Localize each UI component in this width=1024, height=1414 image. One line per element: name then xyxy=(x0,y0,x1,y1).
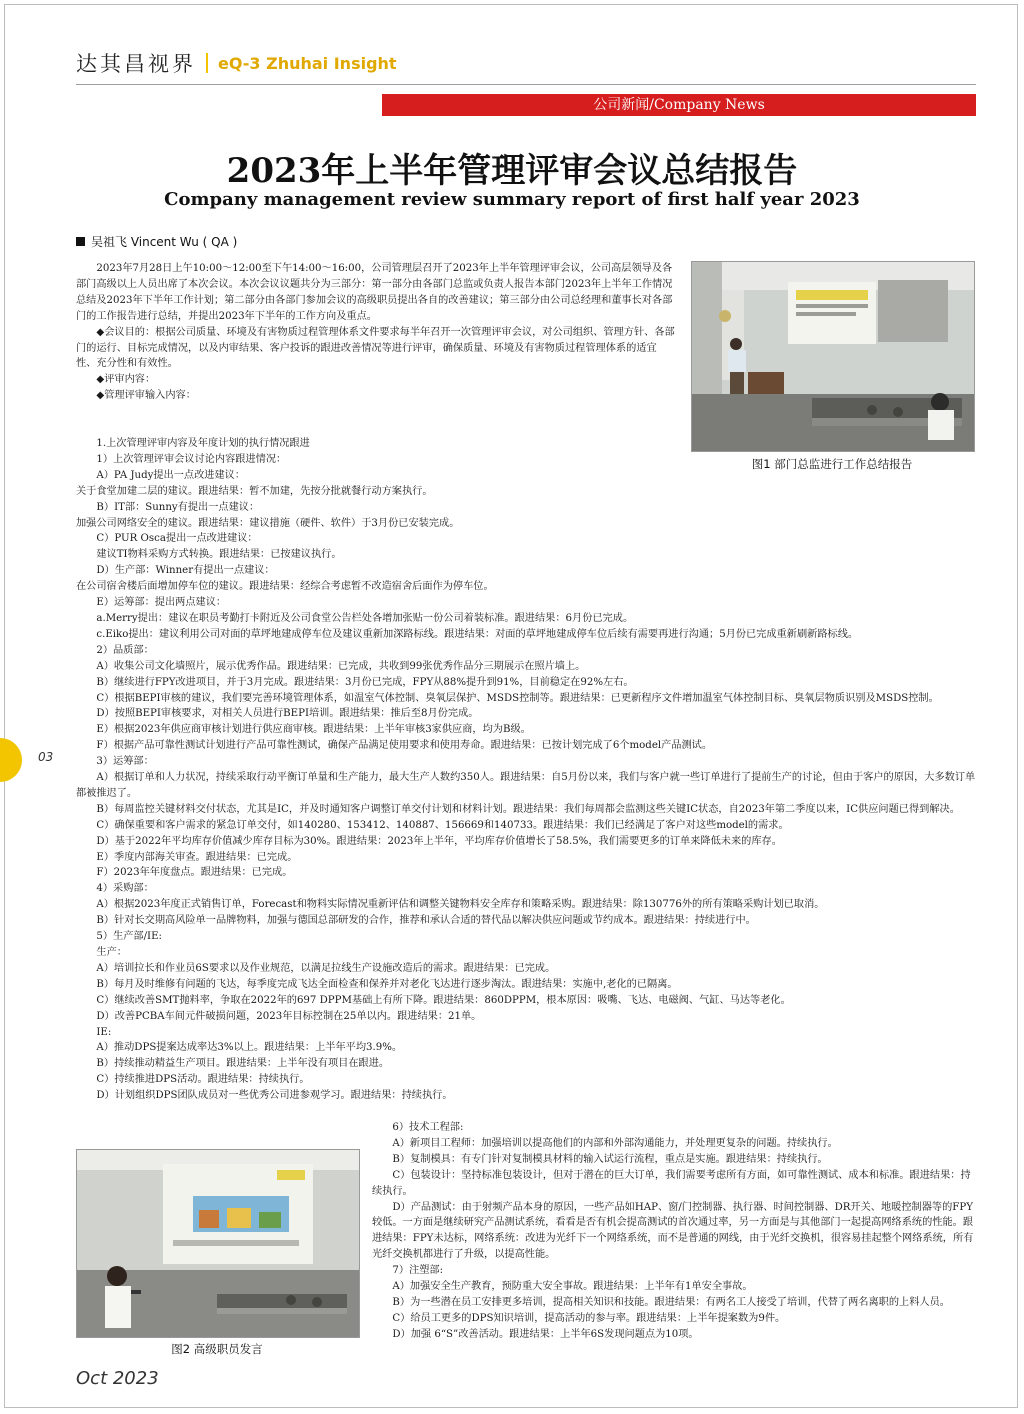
header-rule xyxy=(76,84,976,85)
paragraph: 建议TI物料采购方式转换。跟进结果：已按建议执行。 xyxy=(96,549,342,561)
paragraph: 5）生产部/IE: xyxy=(96,931,162,943)
article-title: 2023年上半年管理评审会议总结报告 xyxy=(226,151,798,191)
paragraph: C）持续推进DPS活动。跟进结果：持续执行。 xyxy=(96,1074,310,1086)
byline-square-icon xyxy=(76,237,85,246)
issue-date: Oct 2023 xyxy=(76,1368,159,1389)
masthead xyxy=(76,48,397,78)
photo-department-report xyxy=(691,261,975,452)
section-banner xyxy=(382,94,976,116)
paragraph: C）继续改善SMT抛料率，争取在2022年的697 DPPM基础上有所下降。跟进结果：860DPPM，根本原因：吸嘴、飞达、电磁阀、气缸、马达等老化。 xyxy=(96,994,791,1006)
paragraph: B）继续进行FPY改进项目，并于3月完成。跟进结果：3月份已完成，FPY从88%提升到91%，目前稳定在92%左右。 xyxy=(96,676,634,688)
masthead-divider xyxy=(206,53,208,73)
photo-senior-staff-speech xyxy=(76,1149,360,1338)
body-column xyxy=(76,436,976,1104)
paragraph: B）每周监控关键材料交付状态，尤其是IC，并及时通知客户调整订单交付计划和材料计划。跟进结果：我们每周都会监测这些关键IC状态，自2023年第二季度以来，IC供应问题已得到解决。 xyxy=(96,803,960,815)
paragraph: ◆会议目的：根据公司质量、环境及有害物质过程管理体系文件要求每半年召开一次管理评审会议，对公司组织、管理方针、各部门的运行、目标完成情况，以及内审结果、客户投诉的跟进改善情况等进行评审，确保质量、环境及有害物质过程管理体系的适宜性、充分性和有效性。 xyxy=(76,326,675,370)
photo-illustration xyxy=(692,262,974,451)
intro-column xyxy=(76,261,676,404)
article-subtitle: Company management review summary report of first half year 2023 xyxy=(164,189,860,210)
page-number: 03 xyxy=(38,750,54,764)
paragraph: B）为一些潜在员工安排更多培训，提高相关知识和技能。跟进结果：有两名工人接受了培训，代替了两名离职的上料人员。 xyxy=(392,1296,950,1308)
paragraph: c.Eiko提出：建议利用公司对面的草坪地建成停车位及建议重新加深路标线。跟进结果：对面的草坪地建成停车位后续有需要再进行沟通；5月份已完成重新刷新路标线。 xyxy=(96,628,859,640)
paragraph: D）加强 6“S”改善活动。跟进结果：上半年6S发现问题点为10项。 xyxy=(392,1328,699,1340)
paragraph: 7）注塑部: xyxy=(392,1265,444,1277)
paragraph: C）确保重要和客户需求的紧急订单交付，如140280、153412、140887、156669和140733。跟进结果：我们已经满足了客户对这些model的需求。 xyxy=(96,819,789,831)
paragraph: D）产品测试：由于射频产品本身的原因，一些产品如HAP、窗/门控制器、执行器、时间控制器、DR开关、地暖控制器等的FPY较低。一方面是继续研究产品测试系统，看看是否有机会提高测试的首次通过率，另一方面是与其他部门一起提高网络系统的性能。跟进结果：FPY未达标，网络系统：改进为光纤下一个网络系统，而不是普通的网线，由于光纤交换机，很容易挂起整个网络系统，所有光纤交换机都进行了升级，以提高性能。 xyxy=(372,1201,974,1261)
page-number-marker xyxy=(0,738,54,778)
paragraph: C）包装设计：坚持标准包装设计，但对于潜在的巨大订单，我们需要考虑所有方面，如可靠性测试、成本和标准。跟进结果：持续执行。 xyxy=(372,1169,971,1197)
paragraph: 在公司宿舍楼后面增加停车位的建议。跟进结果：经综合考虑暂不改造宿舍后面作为停车位。 xyxy=(76,581,494,593)
paragraph: A）收集公司文化墙照片，展示优秀作品。跟进结果：已完成，共收到99张优秀作品分三期展示在照片墙上。 xyxy=(96,660,586,672)
paragraph: F）根据产品可靠性测试计划进行产品可靠性测试，确保产品满足使用要求和使用寿命。跟进结果：已按计划完成了6个model产品测试。 xyxy=(96,740,713,752)
section-label: 公司新闻/Company News xyxy=(593,97,765,113)
paragraph: F）2023年年度盘点。跟进结果：已完成。 xyxy=(96,867,293,879)
paragraph: A）PA Judy提出一点改进建议： xyxy=(96,469,246,481)
paragraph: C）PUR Osca提出一点改进建议： xyxy=(96,533,258,545)
paragraph: 加强公司网络安全的建议。跟进结果：建议措施（硬件、软件）于3月份已安装完成。 xyxy=(76,517,460,529)
technical-column xyxy=(372,1120,976,1343)
paragraph: 1）上次管理评审会议讨论内容跟进情况： xyxy=(96,453,287,465)
paragraph: 6）技术工程部: xyxy=(392,1122,464,1133)
masthead-cn: 达其昌视界 xyxy=(76,52,196,76)
paragraph: B）持续推动精益生产项目。跟进结果：上半年没有项目在跟进。 xyxy=(96,1058,390,1070)
paragraph: B）IT部：Sunny有提出一点建议： xyxy=(96,501,260,513)
paragraph: IE: xyxy=(96,1026,112,1038)
paragraph: C）给员工更多的DPS知识培训，提高活动的参与率。跟进结果：上半年提案数为9件。 xyxy=(392,1312,786,1324)
paragraph: A）培训拉长和作业员6S要求以及作业规范，以满足拉线生产设施改造后的需求。跟进结果：已完成。 xyxy=(96,962,556,974)
paragraph: B）复制模具：有专门针对复制模具材料的输入试运行流程，重点是实施。跟进结果：持续执行。 xyxy=(392,1153,828,1165)
paragraph: 3）运筹部： xyxy=(96,756,154,768)
author-byline xyxy=(76,233,237,250)
paragraph: D）基于2022年平均库存价值减少库存目标为30%。跟进结果：2023年上半年，平均库存价值增长了58.5%，我们需要更多的订单来降低未来的库存。 xyxy=(96,835,782,847)
paragraph: 关于食堂加建二层的建议。跟进结果：暂不加建，先按分批就餐行动方案执行。 xyxy=(76,485,433,497)
paragraph: E）运筹部：提出两点建议： xyxy=(96,597,227,609)
paragraph: D）按照BEPI审核要求，对相关人员进行BEPI培训。跟进结果：推后至8月份完成。 xyxy=(96,708,479,720)
masthead-en: eQ-3 Zhuhai Insight xyxy=(218,53,397,73)
photo-illustration xyxy=(77,1150,359,1337)
figure1-caption: 图1 部门总监进行工作总结报告 xyxy=(751,457,913,471)
page-tab-dot xyxy=(0,738,22,782)
paragraph: D）计划组织DPS团队成员对一些优秀公司进参观学习。跟进结果：持续执行。 xyxy=(96,1090,453,1102)
paragraph: D）生产部：Winner有提出一点建议： xyxy=(96,565,275,577)
paragraph: a.Merry提出：建议在职员考勤打卡附近及公司食堂公告栏处各增加张贴一份公司着装标准。跟进结果：6月份已完成。 xyxy=(96,612,634,624)
paragraph: C）根据BEPI审核的建议，我们要完善环境管理体系，如温室气体控制、臭氧层保护、MSDS控制等。跟进结果：已更新程序文件增加温室气体控制目标、臭氧层物质识别及MSDS控制。 xyxy=(96,692,939,704)
paragraph: 2）品质部： xyxy=(96,644,154,656)
paragraph: 1.上次管理评审内容及年度计划的执行情况跟进 xyxy=(96,438,310,449)
paragraph: E）季度内部海关审查。跟进结果：已完成。 xyxy=(96,851,298,863)
paragraph: 2023年7月28日上午10:00～12:00至下午14:00～16:00，公司管理层召开了2023年上半年管理评审会议，公司高层领导及各部门高级以上人员出席了本次会议。本次会议议题共分为三部分：第一部分由各部门总监或负责人报告本部门2023年上半年工作情况总结及2023年下半年工作计划；第二部分由各部门参加会议的高级职员提出各自的改善建议；第三部分由公司总经理和董事长对各部门的工作报告进行总结，并提出2023年下半年的工作方向及重点。 xyxy=(76,263,673,322)
paragraph: A）加强安全生产教育，预防重大安全事故。跟进结果：上半年有1单安全事故。 xyxy=(392,1281,753,1293)
paragraph: A）新项目工程师：加强培训以提高他们的内部和外部沟通能力，并处理更复杂的问题。持续执行。 xyxy=(392,1137,838,1149)
figure2-caption: 图2 高级职员发言 xyxy=(171,1342,263,1356)
paragraph: ◆管理评审输入内容： xyxy=(96,390,196,402)
paragraph: A）根据订单和人力状况，持续采取行动平衡订单量和生产能力，最大生产人数约350人。跟进结果：自5月份以来，我们与客户就一些订单进行了提前生产的讨论，但由于客户的原因，大多数订单都被推迟了。 xyxy=(76,772,976,799)
paragraph: B）每月及时维修有问题的飞达，每季度完成飞达全面检查和保养并对老化飞达进行逐步淘汰。跟进结果：实施中,老化的已隔离。 xyxy=(96,978,678,990)
paragraph: ◆评审内容： xyxy=(96,374,156,386)
author-name: 吴祖飞 Vincent Wu ( QA ) xyxy=(91,235,238,249)
paragraph: D）改善PCBA车间元件破损问题，2023年目标控制在25单以内。跟进结果：21单。 xyxy=(96,1010,482,1022)
paragraph: 生产： xyxy=(96,947,127,958)
paragraph: 4）采购部： xyxy=(96,883,154,895)
paragraph: A）根据2023年度正式销售订单，Forecast和物料实际情况重新评估和调整关键物料安全库存和策略采购。跟进结果：除130776外的所有策略采购计划已取消。 xyxy=(96,899,825,911)
paragraph: A）推动DPS提案达成率达3%以上。跟进结果：上半年平均3.9%。 xyxy=(96,1042,403,1054)
paragraph: E）根据2023年供应商审核计划进行供应商审核。跟进结果：上半年审核3家供应商，均为B级。 xyxy=(96,724,531,736)
paragraph: B）针对长交期高风险单一品牌物料，加强与德国总部研发的合作，推荐和承认合适的替代品以解决供应问题或节约成本。跟进结果：持续进行中。 xyxy=(96,915,756,927)
